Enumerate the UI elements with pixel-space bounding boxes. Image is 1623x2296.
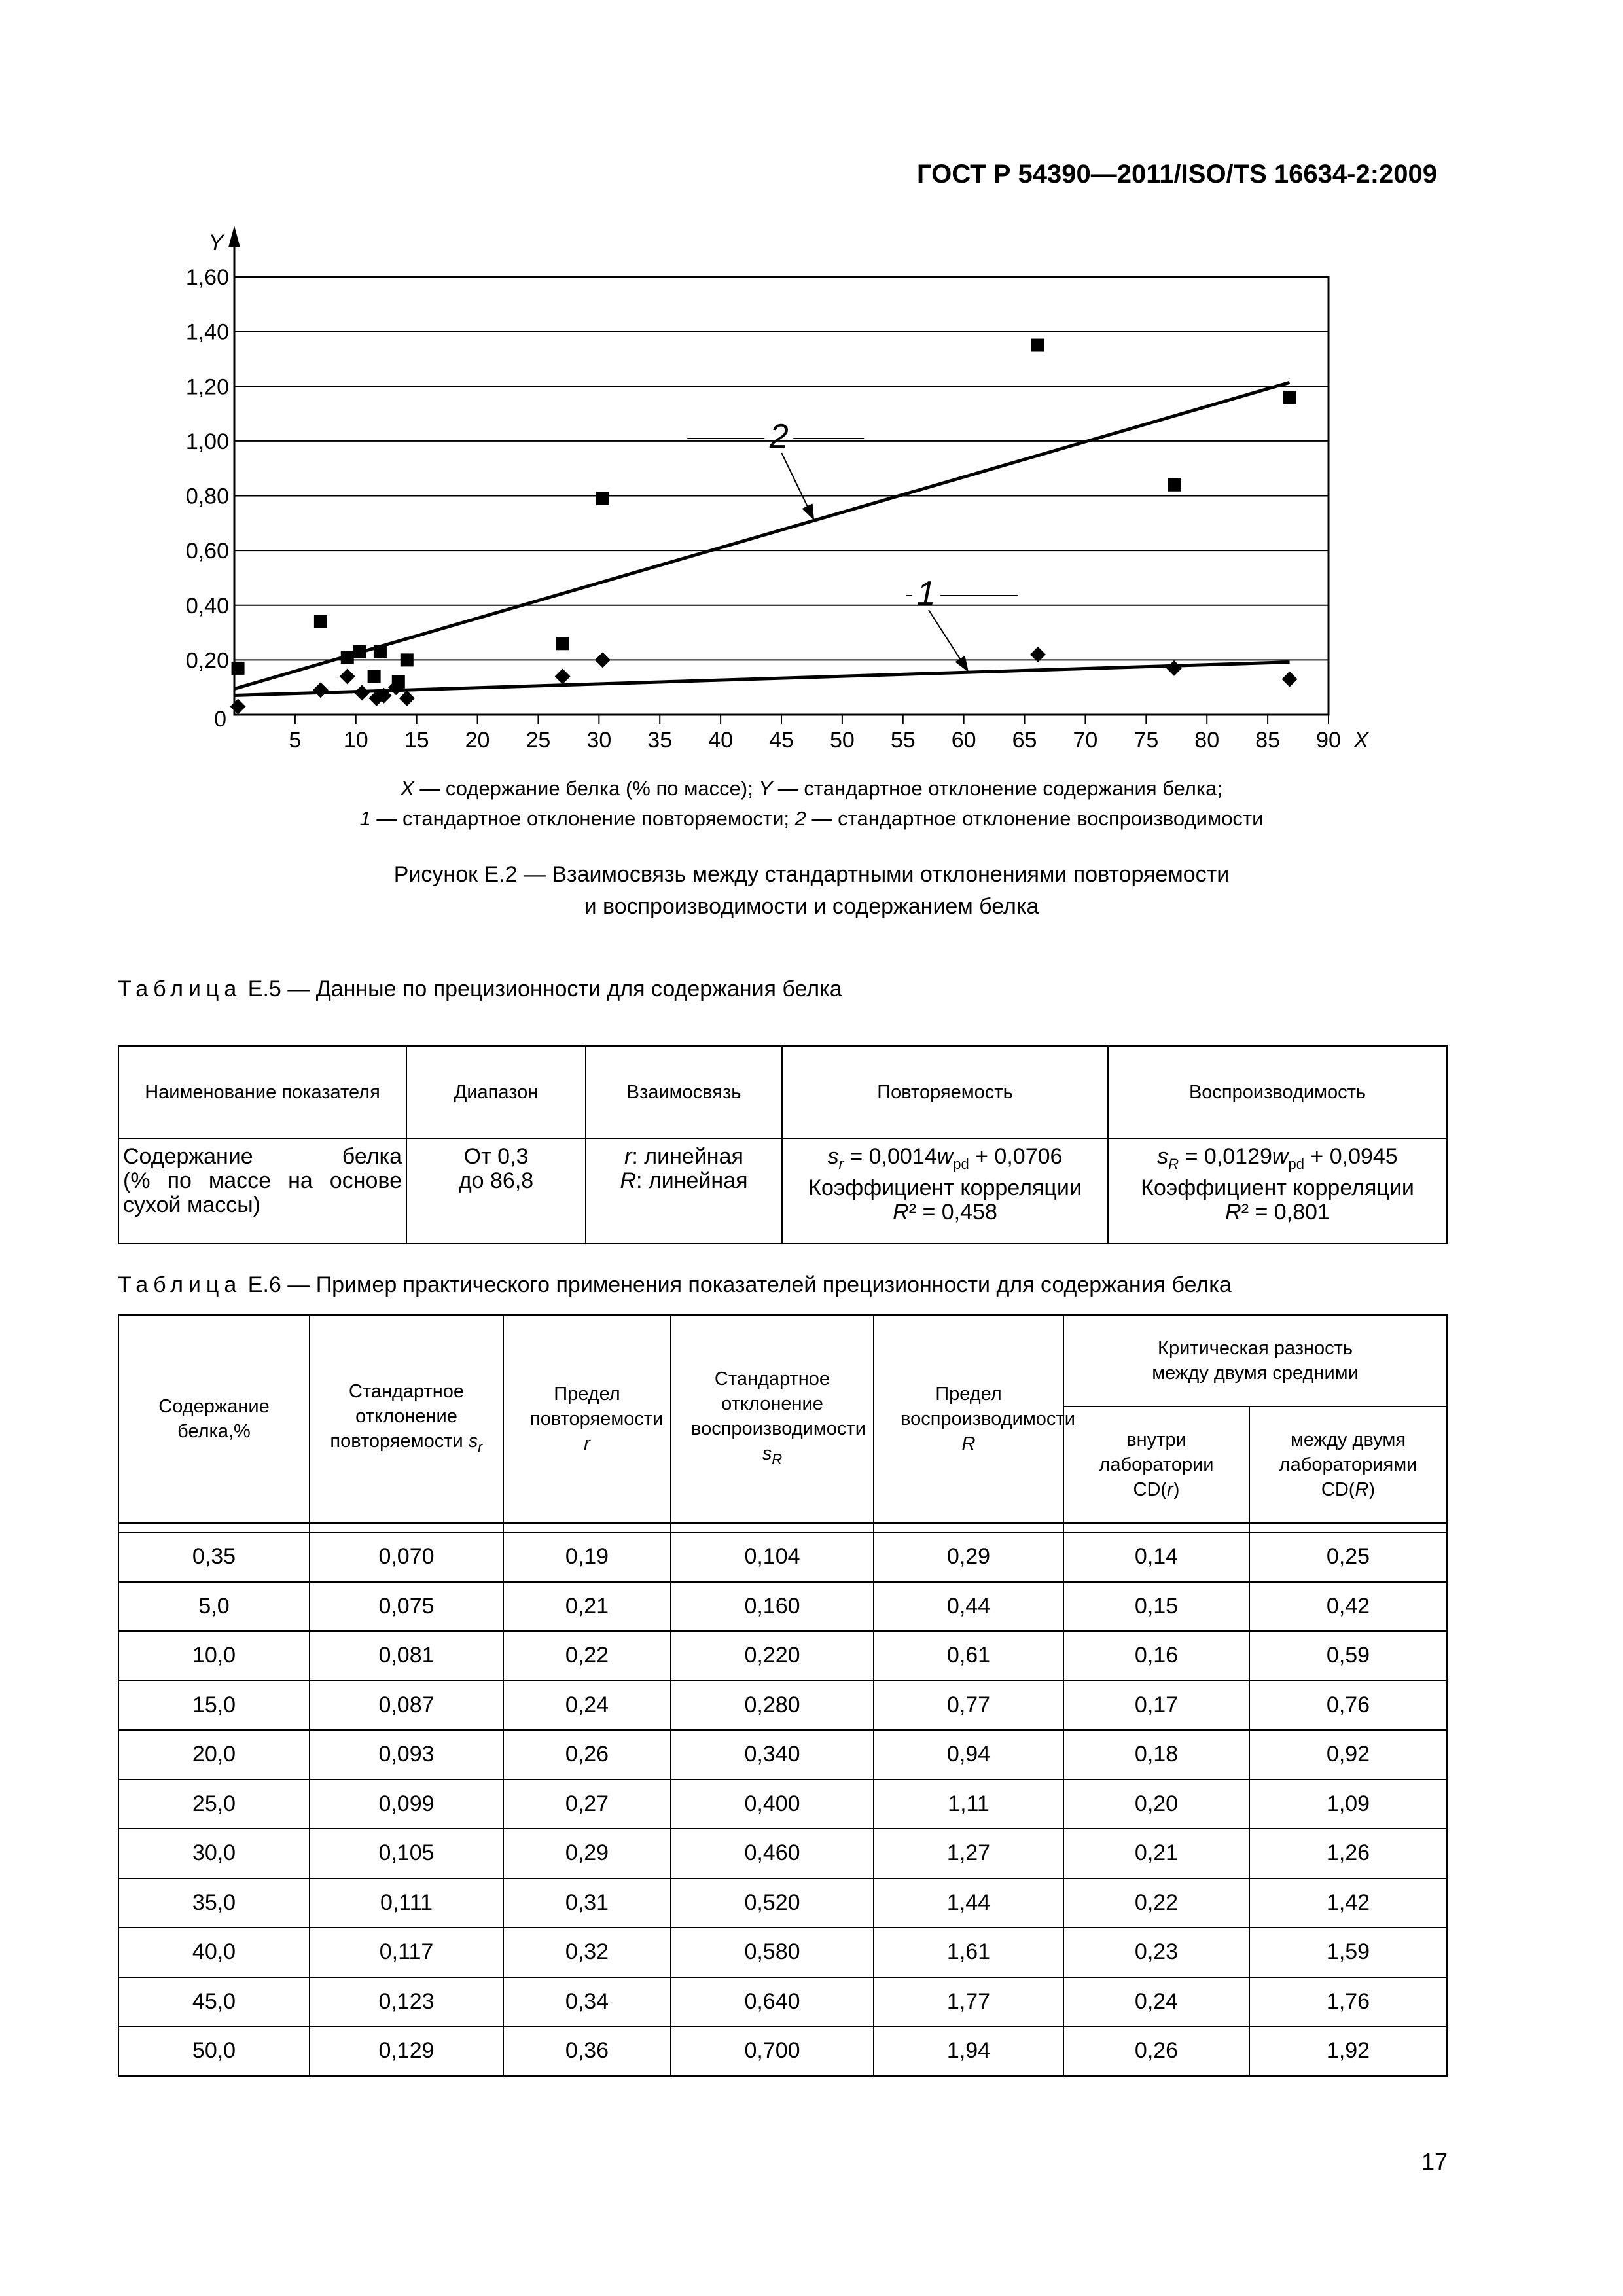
e5-rep-formula: $s_r = 0,0014w_{pd} + 0,0706$ bbox=[827, 1144, 1063, 1172]
table-cell: 0,22 bbox=[503, 1631, 671, 1681]
table-cell: 20,0 bbox=[118, 1730, 310, 1780]
e5-cell-reproducibility: $s_R = 0,0129w_{pd} + 0,0945$ Коэффициент корреляции R² = 0,801 bbox=[1108, 1139, 1447, 1244]
x-tick-label: 50 bbox=[829, 728, 855, 753]
figure-caption bbox=[0, 859, 1623, 923]
callout-arrow bbox=[955, 656, 969, 672]
square-point bbox=[314, 615, 327, 628]
table-cell: 0,29 bbox=[874, 1532, 1063, 1582]
x-tick-label: 80 bbox=[1194, 728, 1220, 753]
legend-line-2: 1 — стандартное отклонение повторяемости; 2 — стандартное отклонение воспроизводимости bbox=[359, 807, 1264, 830]
table-row bbox=[118, 1878, 1447, 1928]
y-tick-label: 0,40 bbox=[185, 593, 229, 619]
table-cell: 0,19 bbox=[503, 1532, 671, 1582]
diamond-point bbox=[354, 685, 370, 701]
callout-label-1: 1 bbox=[916, 575, 936, 613]
square-point bbox=[392, 675, 405, 689]
table-cell: 1,92 bbox=[1249, 2026, 1447, 2076]
table-cell: 0,24 bbox=[1063, 1977, 1249, 2027]
table-cell: 1,59 bbox=[1249, 1928, 1447, 1977]
e5-header-repeatability: Повторяемость bbox=[782, 1046, 1108, 1139]
figure-legend bbox=[0, 774, 1623, 834]
x-tick-label: 90 bbox=[1316, 728, 1341, 753]
table-cell: 0,280 bbox=[671, 1681, 874, 1731]
e6-header-within: внутри лаборатории CD(r) bbox=[1063, 1407, 1249, 1523]
e6-header-protein: Содержание белка,% bbox=[118, 1315, 310, 1523]
table-row bbox=[118, 1928, 1447, 1977]
square-point bbox=[596, 492, 609, 505]
caption-line-1: Рисунок Е.2 — Взаимосвязь между стандартными отклонениями повторяемости bbox=[393, 862, 1230, 887]
square-point bbox=[556, 637, 569, 650]
trendline-2 bbox=[234, 382, 1290, 689]
table-cell: 0,460 bbox=[671, 1829, 874, 1878]
x-tick-label: 70 bbox=[1073, 728, 1098, 753]
table-cell: 0,111 bbox=[310, 1878, 503, 1928]
table-cell: 0,59 bbox=[1249, 1631, 1447, 1681]
callout-label-2: 2 bbox=[769, 418, 789, 456]
diamond-point bbox=[1166, 660, 1182, 676]
square-point bbox=[401, 653, 414, 666]
diamond-point bbox=[555, 668, 571, 684]
e5-cell-range: От 0,3 до 86,8 bbox=[406, 1139, 586, 1244]
table-cell: 0,117 bbox=[310, 1928, 503, 1977]
e5-header-relation: Взаимосвязь bbox=[586, 1046, 782, 1139]
y-tick-label: 0,20 bbox=[185, 648, 229, 673]
table-row bbox=[118, 1829, 1447, 1878]
square-point bbox=[368, 670, 381, 683]
y-tick-label: 1,40 bbox=[185, 319, 229, 345]
legend-line-1: X — содержание белка (% по массе); Y — стандартное отклонение содержания белка; bbox=[401, 777, 1222, 800]
table-cell: 0,44 bbox=[874, 1582, 1063, 1632]
table-cell: 0,087 bbox=[310, 1681, 503, 1731]
table-cell: 0,25 bbox=[1249, 1532, 1447, 1582]
e5-rel-r: r: линейная bbox=[624, 1144, 743, 1169]
table-cell: 0,36 bbox=[503, 2026, 671, 2076]
e5-header-name: Наименование показателя bbox=[118, 1046, 406, 1139]
square-point bbox=[1283, 391, 1296, 404]
x-tick-label: 40 bbox=[708, 728, 734, 753]
table-row bbox=[118, 1681, 1447, 1731]
table-cell: 0,26 bbox=[503, 1730, 671, 1780]
table-cell: 0,20 bbox=[1063, 1780, 1249, 1829]
table-e6-title: Таблица Е.6 — Пример практического применения показателей прецизионности для содержания белка bbox=[118, 1272, 1232, 1297]
callout-arrow bbox=[802, 503, 815, 520]
diamond-point bbox=[313, 682, 329, 698]
y-tick-label: 0,80 bbox=[185, 484, 229, 509]
table-cell: 0,26 bbox=[1063, 2026, 1249, 2076]
table-cell: 1,94 bbox=[874, 2026, 1063, 2076]
table-cell: 30,0 bbox=[118, 1829, 310, 1878]
table-cell: 0,18 bbox=[1063, 1730, 1249, 1780]
table-row bbox=[118, 1631, 1447, 1681]
diamond-point bbox=[340, 668, 355, 684]
page-number: 17 bbox=[1421, 2148, 1448, 2175]
x-tick-label: 25 bbox=[526, 728, 551, 753]
table-cell: 0,32 bbox=[503, 1928, 671, 1977]
table-cell: 45,0 bbox=[118, 1977, 310, 2027]
table-cell: 1,61 bbox=[874, 1928, 1063, 1977]
table-cell: 1,09 bbox=[1249, 1780, 1447, 1829]
table-e5 bbox=[118, 1045, 1448, 1244]
x-tick-label: 60 bbox=[951, 728, 976, 753]
square-point bbox=[341, 651, 354, 664]
table-cell: 0,070 bbox=[310, 1532, 503, 1582]
table-cell: 0,61 bbox=[874, 1631, 1063, 1681]
table-cell: 0,520 bbox=[671, 1878, 874, 1928]
table-cell: 0,160 bbox=[671, 1582, 874, 1632]
table-cell: 0,129 bbox=[310, 2026, 503, 2076]
diamond-point bbox=[230, 698, 246, 714]
table-cell: 0,17 bbox=[1063, 1681, 1249, 1731]
table-cell: 0,29 bbox=[503, 1829, 671, 1878]
table-cell: 35,0 bbox=[118, 1878, 310, 1928]
y-axis-arrow bbox=[228, 226, 240, 247]
e5-cell-repeatability: $s_r = 0,0014w_{pd} + 0,0706$ Коэффициент корреляции R² = 0,458 bbox=[782, 1139, 1108, 1244]
x-tick-label: 85 bbox=[1255, 728, 1281, 753]
square-point bbox=[1168, 478, 1181, 492]
table-e6 bbox=[118, 1314, 1448, 2077]
table-cell: 1,27 bbox=[874, 1829, 1063, 1878]
e5-header-range: Диапазон bbox=[406, 1046, 586, 1139]
table-cell: 5,0 bbox=[118, 1582, 310, 1632]
table-cell: 0,76 bbox=[1249, 1681, 1447, 1731]
table-cell: 0,15 bbox=[1063, 1582, 1249, 1632]
e6-header-critical: Критическая разность между двумя средними bbox=[1063, 1315, 1447, 1407]
table-row bbox=[118, 1139, 1447, 1244]
figure-e2-chart bbox=[0, 0, 1623, 772]
x-tick-label: 15 bbox=[404, 728, 429, 753]
table-cell: 0,42 bbox=[1249, 1582, 1447, 1632]
e5-rel-R: R: линейная bbox=[620, 1168, 748, 1193]
square-point bbox=[1031, 339, 1044, 352]
e5-cell-name: Содержание белка (% по массе на основе сухой массы) bbox=[118, 1139, 406, 1244]
e6-header-between: между двумя лабораториями CD(R) bbox=[1249, 1407, 1447, 1523]
table-cell: 1,42 bbox=[1249, 1878, 1447, 1928]
y-tick-label: 1,60 bbox=[185, 265, 229, 290]
table-row bbox=[118, 1532, 1447, 1582]
diamond-point bbox=[595, 652, 611, 668]
y-axis-label: Y bbox=[208, 230, 224, 255]
table-spacer bbox=[118, 1523, 1447, 1532]
e6-header-limit-rep: Предел повторяемости r bbox=[503, 1315, 671, 1523]
e5-header-reproducibility: Воспроизводимость bbox=[1108, 1046, 1447, 1139]
table-cell: 0,31 bbox=[503, 1878, 671, 1928]
diamond-point bbox=[1282, 672, 1298, 687]
table-cell: 0,24 bbox=[503, 1681, 671, 1731]
x-tick-label: 65 bbox=[1012, 728, 1037, 753]
square-point bbox=[232, 662, 245, 675]
table-cell: 0,400 bbox=[671, 1780, 874, 1829]
table-cell: 25,0 bbox=[118, 1780, 310, 1829]
table-cell: 0,104 bbox=[671, 1532, 874, 1582]
x-tick-label: 75 bbox=[1133, 728, 1159, 753]
table-cell: 0,94 bbox=[874, 1730, 1063, 1780]
x-axis-label: X bbox=[1353, 728, 1369, 753]
y-tick-label: 0 bbox=[214, 707, 226, 732]
x-tick-label: 20 bbox=[465, 728, 490, 753]
e5-rep-r2: R² = 0,458 bbox=[893, 1199, 997, 1225]
table-cell: 1,11 bbox=[874, 1780, 1063, 1829]
table-cell: 1,77 bbox=[874, 1977, 1063, 2027]
e5-repro-r2: R² = 0,801 bbox=[1225, 1199, 1330, 1225]
e6-header-sd-rep: Стандартное отклонение повторяемости $s_r$ bbox=[310, 1315, 503, 1523]
table-cell: 0,105 bbox=[310, 1829, 503, 1878]
x-tick-label: 35 bbox=[647, 728, 673, 753]
y-tick-label: 1,00 bbox=[185, 429, 229, 454]
diamond-point bbox=[399, 691, 415, 706]
table-cell: 1,44 bbox=[874, 1878, 1063, 1928]
e6-header-limit-repro: Предел воспроизводимости R bbox=[874, 1315, 1063, 1523]
table-cell: 0,77 bbox=[874, 1681, 1063, 1731]
table-cell: 0,220 bbox=[671, 1631, 874, 1681]
table-cell: 0,081 bbox=[310, 1631, 503, 1681]
table-row bbox=[118, 1730, 1447, 1780]
table-cell: 0,35 bbox=[118, 1532, 310, 1582]
table-row bbox=[118, 1977, 1447, 2027]
square-point bbox=[374, 645, 387, 658]
table-cell: 10,0 bbox=[118, 1631, 310, 1681]
table-row bbox=[118, 1780, 1447, 1829]
table-cell: 0,27 bbox=[503, 1780, 671, 1829]
table-cell: 0,14 bbox=[1063, 1532, 1249, 1582]
x-tick-label: 30 bbox=[586, 728, 612, 753]
table-cell: 0,580 bbox=[671, 1928, 874, 1977]
square-point bbox=[353, 645, 366, 658]
table-cell: 0,16 bbox=[1063, 1631, 1249, 1681]
e6-header-sd-repro: Стандартное отклонение воспроизводимости $s_R$ bbox=[671, 1315, 874, 1523]
table-cell: 0,093 bbox=[310, 1730, 503, 1780]
table-cell: 0,075 bbox=[310, 1582, 503, 1632]
table-cell: 0,700 bbox=[671, 2026, 874, 2076]
table-row bbox=[118, 2026, 1447, 2076]
table-cell: 0,640 bbox=[671, 1977, 874, 2027]
x-tick-label: 5 bbox=[289, 728, 302, 753]
table-cell: 1,76 bbox=[1249, 1977, 1447, 2027]
table-cell: 0,34 bbox=[503, 1977, 671, 2027]
table-cell: 50,0 bbox=[118, 2026, 310, 2076]
e5-repro-formula: $s_R = 0,0129w_{pd} + 0,0945$ bbox=[1157, 1144, 1398, 1172]
e5-cell-relation bbox=[586, 1139, 782, 1244]
table-cell: 0,099 bbox=[310, 1780, 503, 1829]
table-cell: 15,0 bbox=[118, 1681, 310, 1731]
table-cell: 0,340 bbox=[671, 1730, 874, 1780]
table-row bbox=[118, 1582, 1447, 1632]
table-cell: 0,92 bbox=[1249, 1730, 1447, 1780]
x-tick-label: 45 bbox=[769, 728, 794, 753]
x-tick-label: 10 bbox=[343, 728, 368, 753]
table-cell: 0,21 bbox=[503, 1582, 671, 1632]
table-cell: 40,0 bbox=[118, 1928, 310, 1977]
table-cell: 0,23 bbox=[1063, 1928, 1249, 1977]
y-tick-label: 0,60 bbox=[185, 539, 229, 564]
y-tick-label: 1,20 bbox=[185, 374, 229, 400]
table-cell: 0,21 bbox=[1063, 1829, 1249, 1878]
x-tick-label: 55 bbox=[890, 728, 916, 753]
table-cell: 0,123 bbox=[310, 1977, 503, 2027]
caption-line-2: и воспроизводимости и содержанием белка bbox=[584, 894, 1039, 919]
table-e5-title: Таблица Е.5 — Данные по прецизионности для содержания белка bbox=[118, 977, 842, 1001]
table-cell: 1,26 bbox=[1249, 1829, 1447, 1878]
table-cell: 0,22 bbox=[1063, 1878, 1249, 1928]
document-code: ГОСТ Р 54390—2011/ISO/TS 16634-2:2009 bbox=[917, 160, 1437, 188]
